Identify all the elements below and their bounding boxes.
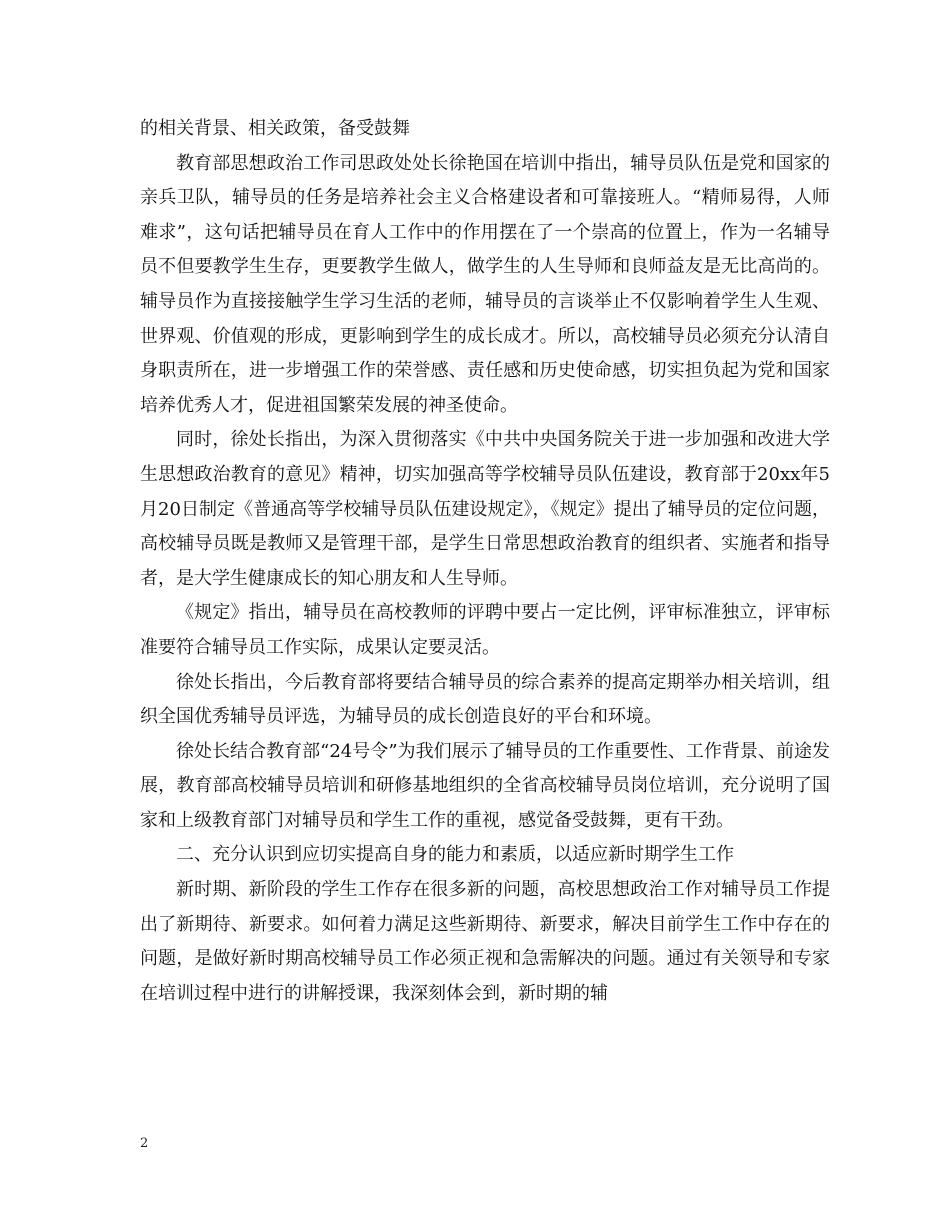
paragraph-6: 徐处长结合教育部“24号令”为我们展示了辅导员的工作重要性、工作背景、前途发展，教育部高校辅导员培训和研修基地组织的全省高校辅导员岗位培训，充分说明了国家和上级教育部门对辅导员和学生工作的重视，感觉备受鼓舞，更有干劲。 [140,740,830,831]
paragraph-2: 教育部思想政治工作司思政处处长徐艳国在培训中指出，辅导员队伍是党和国家的亲兵卫队，辅导员的任务是培养社会主义合格建设者和可靠接班人。“精师易得，人师难求”，这句话把辅导员在育人工作中的作用摆在了一个崇高的位置上，作为一名辅导员不但要教学生生存，更要教学生做人，做学生的人生导师和良师益友是无比高尚的。辅导员作为直接接触学生学习生活的老师，辅导员的言谈举止不仅影响着学生人生观、世界观、价值观的形成，更影响到学生的成长成才。所以，高校辅导员必须充分认清自身职责所在，进一步增强工作的荣誉感、责任感和历史使命感，切实担负起为党和国家培养优秀人才，促进祖国繁荣发展的神圣使命。 [140,152,830,416]
document-body [140,112,830,1011]
paragraph-7: 新时期、新阶段的学生工作存在很多新的问题，高校思想政治工作对辅导员工作提出了新期待、新要求。如何着力满足这些新期待、新要求，解决目前学生工作中存在的问题，是做好新时期高校辅导员工作必须正视和急需解决的问题。通过有关领导和专家在培训过程中进行的讲解授课，我深刻体会到，新时期的辅 [140,879,830,1004]
page-number: 2 [140,1136,149,1151]
section-heading: 二、充分认识到应切实提高自身的能力和素质，以适应新时期学生工作 [176,844,734,866]
paragraph-4: 《规定》指出，辅导员在高校教师的评聘中要占一定比例，评审标准独立，评审标准要符合辅导员工作实际，成果认定要灵活。 [140,602,830,658]
paragraph-3: 同时，徐处长指出，为深入贯彻落实《中共中央国务院关于进一步加强和改进大学生思想政治教育的意见》精神，切实加强高等学校辅导员队伍建设，教育部于20xx年5月20日制定《普通高等学校辅导员队伍建设规定》，《规定》提出了辅导员的定位问题，高校辅导员既是教师又是管理干部，是学生日常思想政治教育的组织者、实施者和指导者，是大学生健康成长的知心朋友和人生导师。 [140,429,830,589]
paragraph-5: 徐处长指出，今后教育部将要结合辅导员的综合素养的提高定期举办相关培训，组织全国优秀辅导员评选，为辅导员的成长创造良好的平台和环境。 [140,671,830,728]
paragraph-1: 的相关背景、相关政策，备受鼓舞 [140,118,410,139]
